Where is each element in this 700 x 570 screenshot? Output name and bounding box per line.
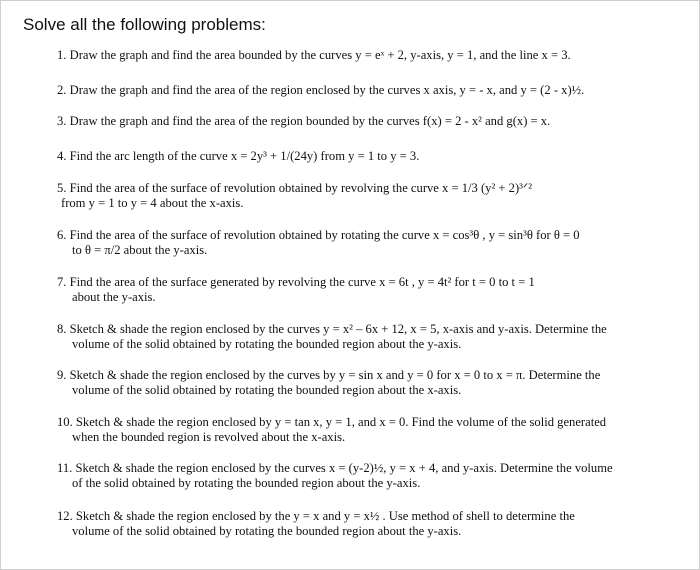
problem-12 (57, 509, 675, 539)
problem-8 (57, 322, 675, 352)
problem-number: 6. (57, 228, 67, 242)
problem-11 (57, 461, 675, 491)
problem-number: 3. (57, 114, 67, 128)
problem-text: Sketch & shade the region enclosed by the y = x and y = x½ . Use method of shell to determine the (75, 509, 575, 523)
problem-text-continued: of the solid obtained by rotating the bounded region about the y-axis. (72, 476, 421, 490)
problem-text-continued: volume of the solid obtained by rotating the bounded region about the y-axis. (72, 524, 462, 538)
problem-text: Sketch & shade the region enclosed by the curves by y = sin x and y = 0 for x = 0 to x = π. Determine the (69, 368, 601, 382)
problem-1 (57, 48, 675, 63)
problem-text: Sketch & shade the region enclosed by y = tan x, y = 1, and x = 0. Find the volume of the solid generated (75, 415, 607, 429)
problem-text: Sketch & shade the region enclosed by the curves x = (y-2)½, y = x + 4, and y-axis. Determine the volume (75, 461, 613, 475)
problem-10 (57, 415, 675, 445)
problem-text-continued: from y = 1 to y = 4 about the x-axis. (61, 196, 244, 210)
problem-9 (57, 368, 675, 398)
problem-text-continued: when the bounded region is revolved about the x-axis. (72, 430, 346, 444)
problem-number: 4. (57, 149, 67, 163)
problem-text-continued: about the y-axis. (72, 290, 156, 304)
problem-number: 10. (57, 415, 73, 429)
page-title: Solve all the following problems: (23, 15, 266, 34)
problem-number: 11. (57, 461, 73, 475)
problem-text-continued: volume of the solid obtained by rotating the bounded region about the y-axis. (72, 337, 462, 351)
problem-number: 8. (57, 322, 67, 336)
problem-number: 7. (57, 275, 67, 289)
problem-text-continued: volume of the solid obtained by rotating the bounded region about the x-axis. (72, 383, 462, 397)
problem-number: 5. (57, 181, 67, 195)
problem-text: Draw the graph and find the area of the region bounded by the curves f(x) = 2 - x² and g(x) = x. (69, 114, 551, 128)
problem-text: Find the area of the surface of revolution obtained by rotating the curve x = cos³θ , y = sin³θ for θ = 0 (69, 228, 580, 242)
problem-6 (57, 228, 675, 258)
problem-7 (57, 275, 675, 305)
problem-number: 1. (57, 48, 67, 62)
problem-text-continued: to θ = π/2 about the y-axis. (72, 243, 208, 257)
problem-text: Find the arc length of the curve x = 2y³ + 1/(24y) from y = 1 to y = 3. (69, 149, 420, 163)
problem-text: Sketch & shade the region enclosed by the curves y = x² – 6x + 12, x = 5, x-axis and y-axis. Determine the (69, 322, 607, 336)
problem-2 (57, 83, 675, 98)
problem-text: Find the area of the surface of revolution obtained by revolving the curve x = 1/3 (y² + 2)³ᐟ² (69, 181, 533, 195)
problem-number: 12. (57, 509, 73, 523)
problem-4 (57, 149, 675, 164)
problem-number: 9. (57, 368, 67, 382)
problem-5 (57, 181, 675, 211)
problem-text: Find the area of the surface generated by revolving the curve x = 6t , y = 4t² for t = 0 to t = 1 (69, 275, 535, 289)
problem-3 (57, 114, 675, 129)
problem-number: 2. (57, 83, 67, 97)
problem-text: Draw the graph and find the area bounded by the curves y = eˣ + 2, y-axis, y = 1, and the line x = 3. (69, 48, 571, 62)
problem-text: Draw the graph and find the area of the region enclosed by the curves x axis, y = - x, and y = (2 - x)½. (69, 83, 585, 97)
